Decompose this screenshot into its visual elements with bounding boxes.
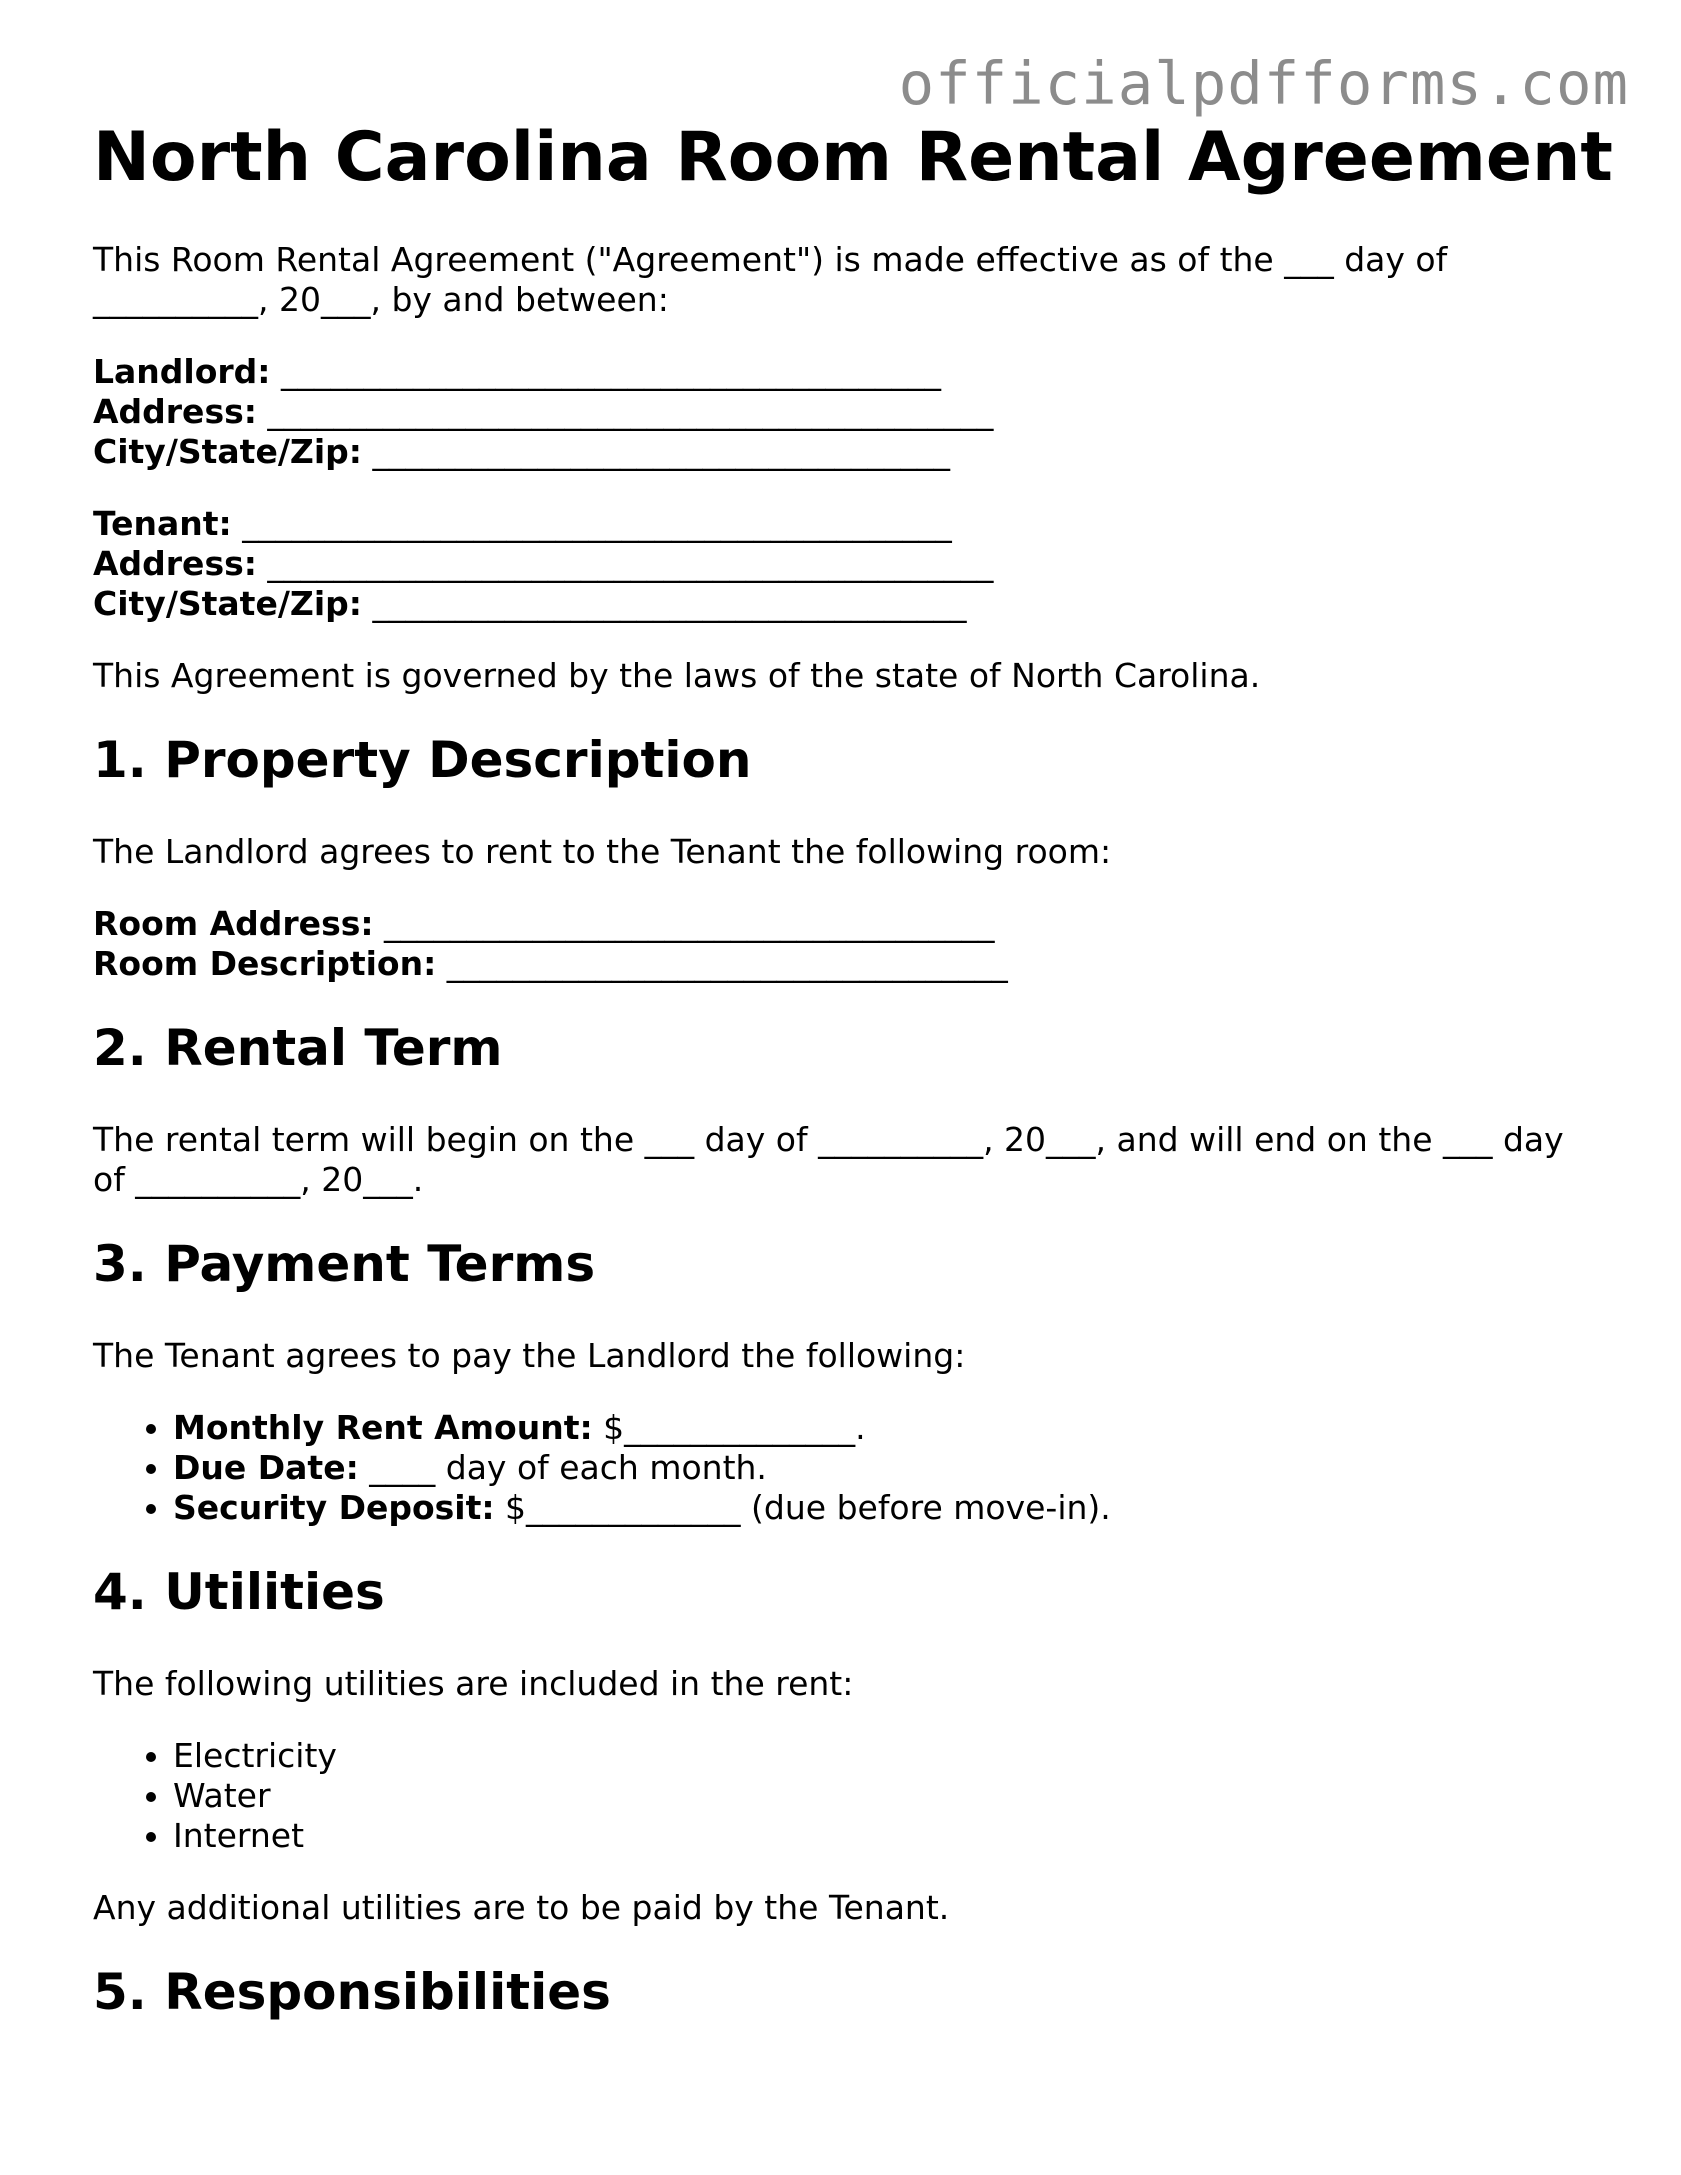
section-5-heading: 5. Responsibilities: [93, 1963, 611, 2021]
section-2-heading: 2. Rental Term: [93, 1019, 503, 1077]
utilities-list: [93, 1736, 1633, 1856]
security-deposit-label: Security Deposit:: [173, 1488, 495, 1527]
rental-term-line-1: The rental term will begin on the ___ day of __________, 20___, and will end on the ___ day: [93, 1120, 1564, 1159]
landlord-address-field[interactable]: [93, 392, 1633, 432]
watermark: officialpdfforms.com: [898, 49, 1629, 118]
section-4-text: The following utilities are included in the rent:: [93, 1664, 854, 1703]
payment-terms-list: [93, 1408, 1633, 1528]
list-item: [173, 1488, 1633, 1528]
tenant-name-field[interactable]: [93, 504, 1633, 544]
room-description-blank[interactable]: __________________________________: [436, 944, 1008, 983]
list-item: • Internet: [173, 1816, 1633, 1856]
list-item: • Electricity: [173, 1736, 1633, 1776]
section-1-text: The Landlord agrees to rent to the Tenant the following room:: [93, 832, 1112, 871]
room-description-field[interactable]: [93, 944, 1633, 984]
rent-amount-label: Monthly Rent Amount:: [173, 1408, 593, 1447]
landlord-name-field[interactable]: [93, 352, 1633, 392]
rental-term-line-2: of __________, 20___.: [93, 1160, 424, 1199]
tenant-name-blank[interactable]: ___________________________________________: [231, 504, 952, 543]
tenant-address-label: Address:: [93, 544, 257, 583]
rent-amount-value[interactable]: $______________.: [592, 1408, 866, 1447]
tenant-city-blank[interactable]: ____________________________________: [361, 584, 967, 623]
document-title: North Carolina Room Rental Agreement: [93, 118, 1613, 197]
security-deposit-value[interactable]: $_____________ (due before move-in).: [494, 1488, 1111, 1527]
landlord-name-blank[interactable]: ________________________________________: [270, 352, 941, 391]
governing-law-paragraph: This Agreement is governed by the laws of the state of North Carolina.: [93, 656, 1261, 695]
landlord-address-blank[interactable]: ____________________________________________: [256, 392, 994, 431]
tenant-block: [93, 504, 1633, 624]
list-item: [173, 1408, 1633, 1448]
room-description-label: Room Description:: [93, 944, 437, 983]
landlord-city-blank[interactable]: ___________________________________: [361, 432, 950, 471]
landlord-city-field[interactable]: [93, 432, 1633, 472]
room-address-label: Room Address:: [93, 904, 374, 943]
landlord-block: [93, 352, 1633, 472]
section-1-heading: 1. Property Description: [93, 731, 752, 789]
section-4-heading: 4. Utilities: [93, 1563, 385, 1621]
tenant-address-field[interactable]: [93, 544, 1633, 584]
section-3-heading: 3. Payment Terms: [93, 1235, 596, 1293]
room-address-blank[interactable]: _____________________________________: [373, 904, 995, 943]
room-address-field[interactable]: [93, 904, 1633, 944]
room-block: [93, 904, 1633, 984]
intro-line-2: __________, 20___, by and between:: [93, 280, 669, 319]
section-3-text: The Tenant agrees to pay the Landlord the following:: [93, 1336, 966, 1375]
list-item: • Water: [173, 1776, 1633, 1816]
tenant-city-label: City/State/Zip:: [93, 584, 362, 623]
due-date-value[interactable]: ____ day of each month.: [358, 1448, 767, 1487]
intro-line-1: This Room Rental Agreement ("Agreement") is made effective as of the ___ day of: [93, 240, 1448, 279]
due-date-label: Due Date:: [173, 1448, 359, 1487]
landlord-name-label: Landlord:: [93, 352, 271, 391]
section-2-text: [93, 1120, 1633, 1200]
landlord-city-label: City/State/Zip:: [93, 432, 362, 471]
landlord-address-label: Address:: [93, 392, 257, 431]
additional-utilities-text: Any additional utilities are to be paid by the Tenant.: [93, 1888, 950, 1927]
document-page: [93, 118, 1633, 2022]
list-item: [173, 1448, 1633, 1488]
tenant-address-blank[interactable]: ____________________________________________: [256, 544, 994, 583]
intro-paragraph: [93, 240, 1633, 320]
tenant-name-label: Tenant:: [93, 504, 232, 543]
tenant-city-field[interactable]: [93, 584, 1633, 624]
